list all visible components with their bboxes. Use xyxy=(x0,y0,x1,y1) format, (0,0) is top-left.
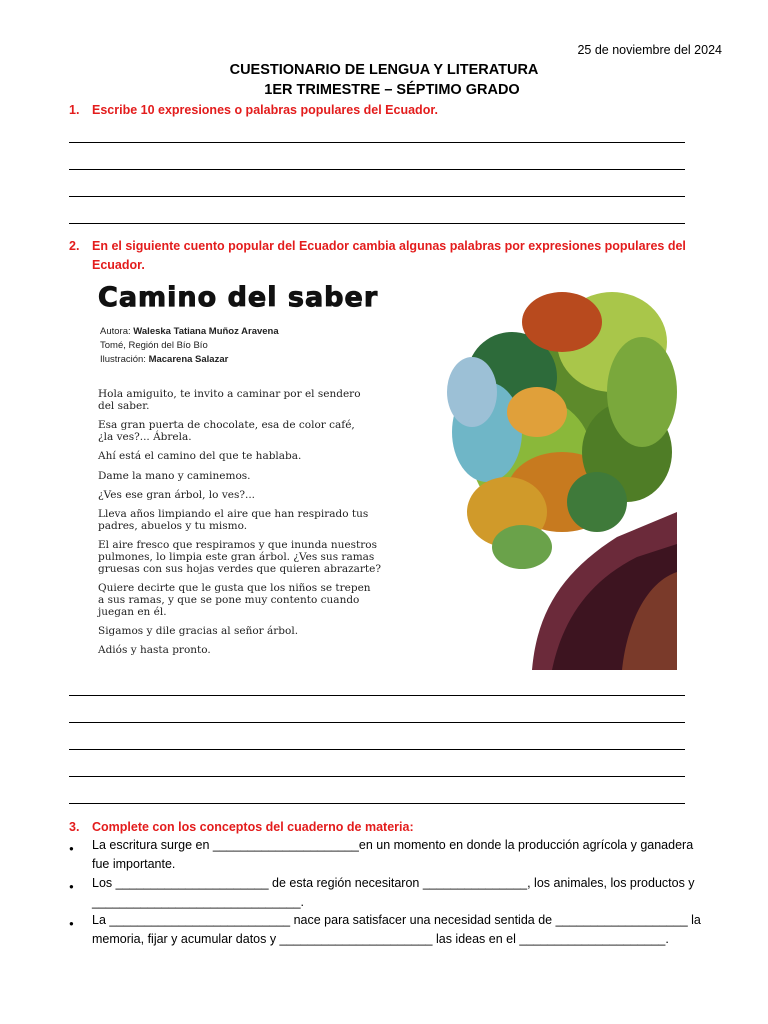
question-2-number: 2. xyxy=(69,239,80,253)
question-1-text: Escribe 10 expresiones o palabras populares del Ecuador. xyxy=(92,103,438,117)
bullet-icon: ● xyxy=(69,844,74,853)
tree-illustration xyxy=(412,282,677,670)
story-line: Sigamos y dile gracias al señor árbol. xyxy=(98,625,299,637)
answer-line[interactable] xyxy=(69,223,685,224)
story-line: ¿la ves?... Ábrela. xyxy=(98,431,192,443)
question-3 xyxy=(69,818,689,837)
story-place: Tomé, Región del Bío Bío xyxy=(100,340,208,351)
answer-line[interactable] xyxy=(69,749,685,750)
story-title: Camino del saber xyxy=(98,282,379,313)
story-line: pulmones, lo limpia este gran árbol. ¿Ves sus ramas xyxy=(98,551,375,563)
answer-line[interactable] xyxy=(69,142,685,143)
fill-in-line: La __________________________ nace para satisfacer una necesidad sentida de ___________________ la xyxy=(92,913,701,927)
story-author xyxy=(100,326,279,337)
question-3-text: Complete con los conceptos del cuaderno de materia: xyxy=(92,820,414,834)
story-line: Quiere decirte que le gusta que los niños se trepen xyxy=(98,582,371,594)
story-illustration xyxy=(92,282,677,670)
answer-line[interactable] xyxy=(69,803,685,804)
story-line: a sus ramas, y que se pone muy contento cuando xyxy=(98,594,360,606)
fill-in-item[interactable] xyxy=(69,836,709,874)
fill-in-line: memoria, fijar y acumular datos y ______________________ las ideas en el _____________________. xyxy=(92,932,669,946)
story-line: juegan en él. xyxy=(98,606,167,618)
story-line: Esa gran puerta de chocolate, esa de color café, xyxy=(98,419,355,431)
answer-line[interactable] xyxy=(69,776,685,777)
question-2-text: En el siguiente cuento popular del Ecuador cambia algunas palabras por expresiones populares del Ecuador. xyxy=(92,239,686,272)
story-line: Hola amiguito, te invito a caminar por el sendero xyxy=(98,388,361,400)
author-label: Autora: xyxy=(100,326,131,337)
fill-in-item[interactable] xyxy=(69,874,709,912)
answer-line[interactable] xyxy=(69,169,685,170)
story-line: Dame la mano y caminemos. xyxy=(98,470,251,482)
story-line: ¿Ves ese gran árbol, lo ves?... xyxy=(98,489,255,501)
answer-line[interactable] xyxy=(69,196,685,197)
illustration-label: Ilustración: xyxy=(100,354,146,365)
document-title: CUESTIONARIO DE LENGUA Y LITERATURA xyxy=(229,62,539,78)
story-line: Ahí está el camino del que te hablaba. xyxy=(98,450,302,462)
question-3-number: 3. xyxy=(69,820,80,834)
fill-in-line: ______________________________. xyxy=(92,895,305,909)
fill-in-line: Los ______________________ de esta región necesitaron _______________, los animales, los productos y xyxy=(92,876,695,890)
answer-line[interactable] xyxy=(69,722,685,723)
story-line: El aire fresco que respiramos y que inunda nuestros xyxy=(98,539,377,551)
story-line: gruesas con sus hojas verdes que quieren abrazarte? xyxy=(98,563,381,575)
story-line: padres, abuelos y tu mismo. xyxy=(98,520,248,532)
author-name: Waleska Tatiana Muñoz Aravena xyxy=(133,326,279,337)
illustrator-name: Macarena Salazar xyxy=(148,354,229,365)
document-subtitle: 1ER TRIMESTRE – SÉPTIMO GRADO xyxy=(264,82,520,98)
story-line: Lleva años limpiando el aire que han respirado tus xyxy=(98,508,369,520)
bullet-icon: ● xyxy=(69,882,74,891)
story-line: Adiós y hasta pronto. xyxy=(98,644,211,656)
story-illustrator xyxy=(100,354,228,365)
question-1-number: 1. xyxy=(69,103,80,117)
fill-in-item[interactable] xyxy=(69,911,709,949)
fill-in-line: La escritura surge en _____________________en un momento en donde la producción agrícola y ganadera xyxy=(92,838,694,852)
question-2 xyxy=(69,237,689,275)
question-1 xyxy=(69,101,689,120)
bullet-icon: ● xyxy=(69,919,74,928)
story-line: del saber. xyxy=(98,400,150,412)
fill-in-line: fue importante. xyxy=(92,857,176,871)
answer-line[interactable] xyxy=(69,695,685,696)
document-date: 25 de noviembre del 2024 xyxy=(577,43,722,57)
